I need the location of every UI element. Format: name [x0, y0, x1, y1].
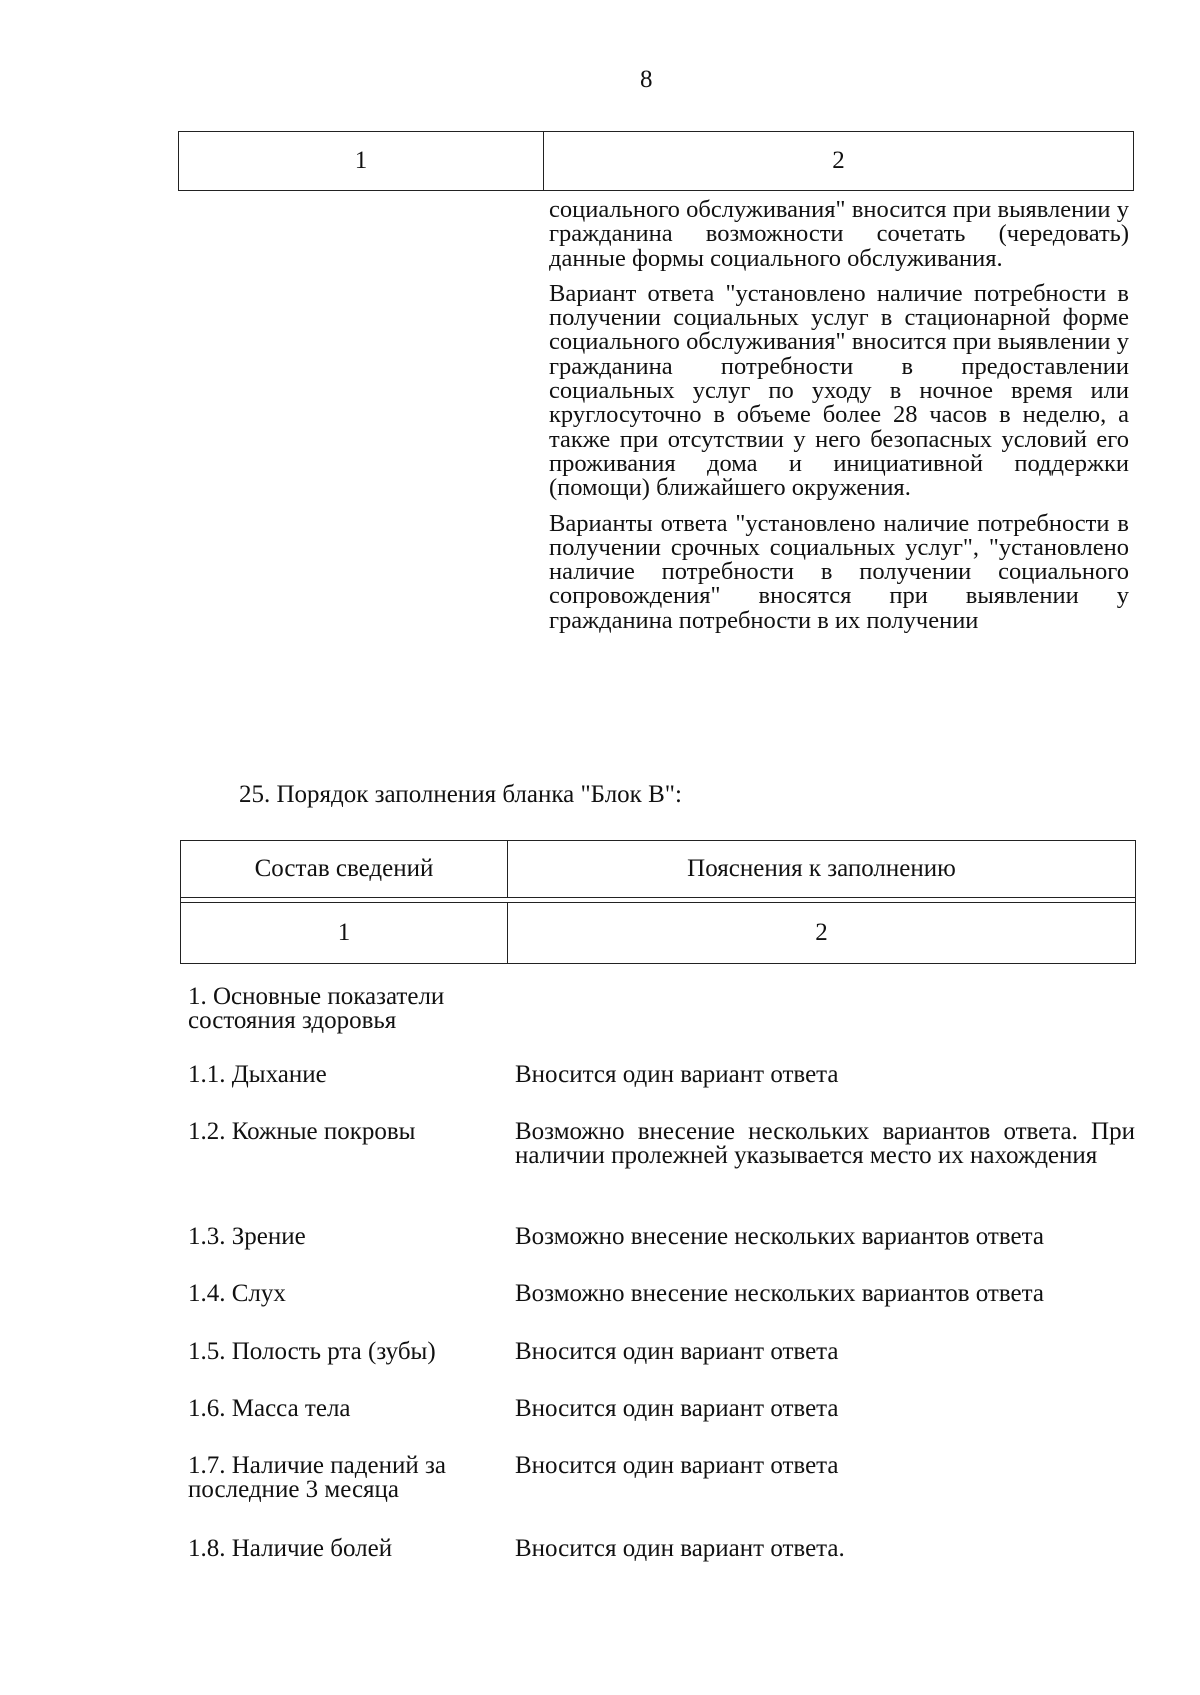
row-item: 1.6. Масса тела — [188, 1395, 351, 1422]
explanation-paragraph: Вариант ответа "установлено наличие потребности в получении социальных услуг в стационарной форме социального обслуживания" вносится при выявлении у гражданина потребности в предоставлении социальных услуг по уходу в ночное время или круглосуточно в объеме более 28 часов в неделю, а также при отсутствии у него безопасных условий его проживания дома и инициативной поддержки (помощи) ближайшего окружения. — [549, 279, 1129, 502]
column-number-2: 2 — [815, 919, 828, 946]
row-note: Вносится один вариант ответа — [515, 1395, 839, 1422]
row-item: 1.8. Наличие болей — [188, 1535, 393, 1562]
row-item: 1.3. Зрение — [188, 1223, 306, 1250]
row-note: Вносится один вариант ответа — [515, 1452, 839, 1479]
table-column-2-number: 2 — [832, 147, 845, 174]
row-note: Возможно внесение нескольких вариантов ответа — [515, 1223, 1044, 1250]
row-note: Возможно внесение нескольких вариантов ответа — [515, 1280, 1044, 1307]
column-header-explanations: Пояснения к заполнению — [687, 855, 956, 882]
row-note: Вносится один вариант ответа. — [515, 1535, 845, 1562]
section-heading: 25. Порядок заполнения бланка "Блок В": — [239, 781, 682, 808]
row-note: Вносится один вариант ответа — [515, 1061, 839, 1088]
row-item: 1.5. Полость рта (зубы) — [188, 1338, 436, 1365]
table-column-1-number: 1 — [179, 132, 544, 190]
row-note: Возможно внесение нескольких вариантов ответа. При наличии пролежней указывается место их нахождения — [515, 1118, 1135, 1169]
continuation-table-header — [178, 131, 1134, 191]
explanation-paragraph: Варианты ответа "установлено наличие потребности в получении срочных социальных услуг", "установлено наличие потребности в получении социального сопровождения" вносятся при выявлении у гражданина потребности в их получении — [549, 509, 1129, 634]
explanation-column — [549, 198, 1129, 644]
row-item: 1.4. Слух — [188, 1280, 286, 1307]
row-item: 1.1. Дыхание — [188, 1061, 327, 1088]
column-header-composition: Состав сведений — [181, 841, 508, 897]
row-item: 1. Основные показатели состояния здоровья — [188, 983, 445, 1034]
row-item: 1.2. Кожные покровы — [188, 1118, 416, 1145]
page-number: 8 — [640, 66, 653, 93]
row-item: 1.7. Наличие падений за последние 3 месяца — [188, 1452, 446, 1503]
block-v-table-header — [180, 840, 1136, 964]
explanation-paragraph: социального обслуживания" вносится при выявлении у гражданина возможности сочетать (чередовать) данные формы социального обслуживания. — [549, 196, 1129, 272]
row-note: Вносится один вариант ответа — [515, 1338, 839, 1365]
column-number-1: 1 — [181, 903, 508, 963]
